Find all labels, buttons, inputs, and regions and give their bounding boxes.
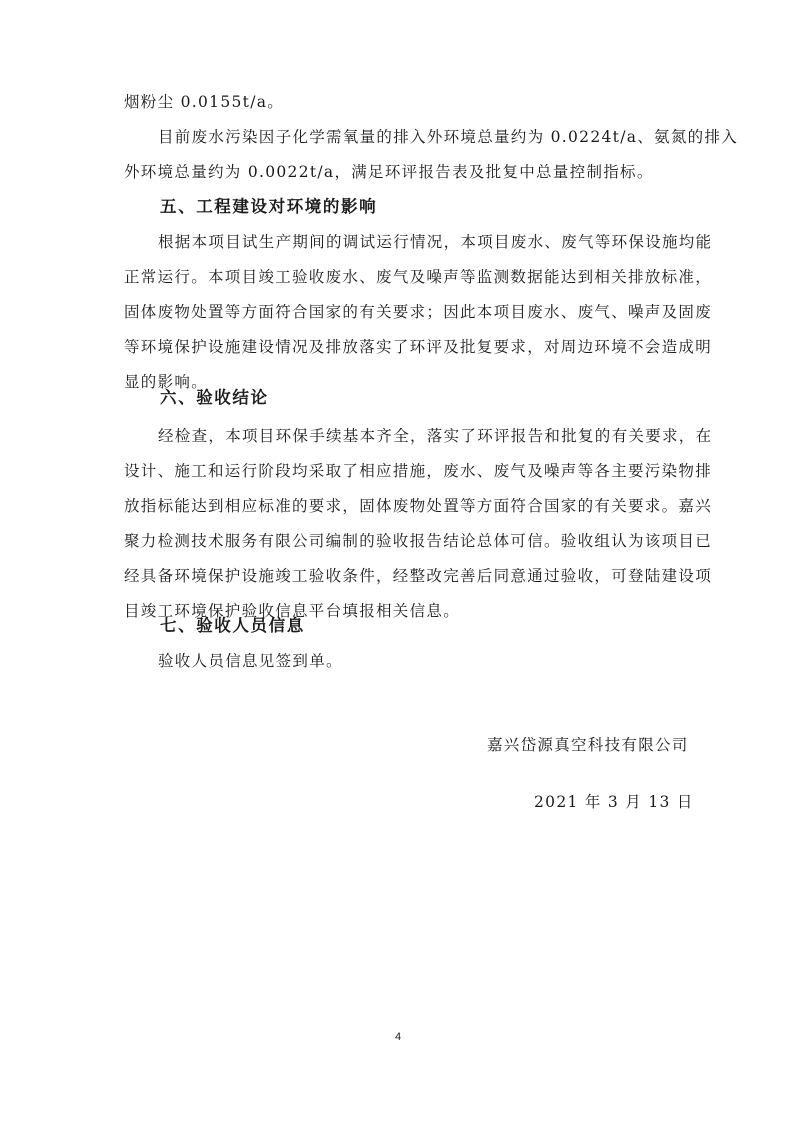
intro-paragraph-line: 目前废水污染因子化学需氧量的排入外环境总量约为 0.0224t/a、氨氮的排入 [158,128,739,146]
signature-company: 嘉兴岱源真空科技有限公司 [487,736,689,754]
section6-line: 经具备环境保护设施竣工验收条件，经整改完善后同意通过验收，可登陆建设项 [124,567,713,585]
section-heading-7: 七、验收人员信息 [160,616,305,635]
section-heading-6: 六、验收结论 [160,388,269,407]
section6-line: 放指标能达到相应标准的要求，固体废物处置等方面符合国家的有关要求。嘉兴 [124,497,713,515]
section5-line: 等环境保护设施建设情况及排放落实了环评及批复要求，对周边环境不会造成明 [124,338,713,356]
section6-line: 经检查，本项目环保手续基本齐全，落实了环评报告和批复的有关要求，在 [158,427,713,445]
signature-date: 2021 年 3 月 13 日 [534,793,694,811]
section6-line: 聚力检测技术服务有限公司编制的验收报告结论总体可信。验收组认为该项目已 [124,532,713,550]
section-heading-5: 五、工程建设对环境的影响 [160,197,378,216]
section6-line: 目竣工环境保护验收信息平台填报相关信息。 [124,602,461,620]
page-number: 4 [395,1031,402,1043]
section6-line: 设计、施工和运行阶段均采取了相应措施，废水、废气及噪声等各主要污染物排 [124,462,713,480]
section5-line: 显的影响。 [124,373,209,391]
section5-line: 正常运行。本项目竣工验收废水、废气及噪声等监测数据能达到相关排放标准， [124,268,713,286]
intro-paragraph-line: 外环境总量约为 0.0022t/a，满足环评报告表及批复中总量控制指标。 [124,163,654,181]
section7-line: 验收人员信息见签到单。 [158,652,343,670]
section5-line: 固体废物处置等方面符合国家的有关要求；因此本项目废水、废气、噪声及固废 [124,303,713,321]
section5-line: 根据本项目试生产期间的调试运行情况，本项目废水、废气等环保设施均能 [158,233,713,251]
intro-line: 烟粉尘 0.0155t/a。 [124,93,285,111]
